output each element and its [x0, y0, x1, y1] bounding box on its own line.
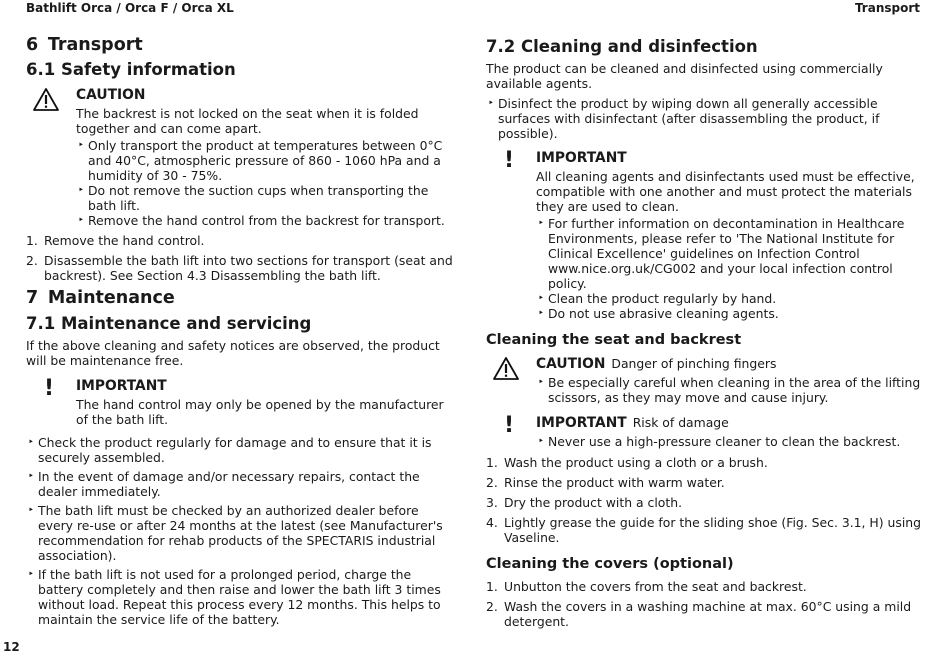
- warning-triangle-icon: [492, 356, 520, 381]
- transport-step: 2. Disassemble the bath lift into two sections for transport (seat and backrest). See Section 4.3 Disassembling the bath lift.: [26, 253, 453, 283]
- section-7-2-heading: 7.2 Cleaning and disinfection: [486, 37, 758, 56]
- important-bullet: ‣ Clean the product regularly by hand.: [536, 291, 926, 306]
- disinfect-bullet: ‣ Disinfect the product by wiping down all generally accessible surfaces with disinfectant (after disassembling the product, if possible).: [486, 96, 926, 141]
- caution-subtitle: Danger of pinching fingers: [611, 356, 777, 371]
- caution-text: The backrest is not locked on the seat when it is folded together and can come apart.: [76, 106, 419, 136]
- seat-step: 3. Dry the product with a cloth.: [486, 495, 683, 510]
- important-subtitle: Risk of damage: [632, 415, 729, 430]
- exclamation-icon: !: [504, 148, 515, 173]
- caution-bullet: ‣ Remove the hand control from the backrest for transport.: [76, 213, 454, 228]
- seat-step: 2. Rinse the product with warm water.: [486, 475, 725, 490]
- caution-title: CAUTION Danger of pinching fingers: [536, 356, 777, 372]
- transport-step: 1. Remove the hand control.: [26, 233, 205, 248]
- maintenance-bullet: ‣ In the event of damage and/or necessary repairs, contact the dealer immediately.: [26, 469, 454, 499]
- caution-bullet: ‣ Only transport the product at temperatures between 0°C and 40°C, atmospheric pressure of 860 - 1060 hPa and a humidity of 30 - 75%.: [76, 138, 454, 183]
- maintenance-bullet: ‣ Check the product regularly for damage and to ensure that it is securely assembled.: [26, 435, 454, 465]
- maintenance-intro: If the above cleaning and safety notices are observed, the product will be maintenance free.: [26, 338, 440, 368]
- caution-bullet: ‣ Be especially careful when cleaning in the area of the lifting scissors, as they may move and cause injury.: [536, 375, 926, 405]
- section-7-1-heading: 7.1 Maintenance and servicing: [26, 314, 312, 333]
- caution-bullet: ‣ Do not remove the suction cups when transporting the bath lift.: [76, 183, 454, 213]
- caution-notice: [26, 86, 454, 228]
- important-notice: [26, 377, 454, 427]
- covers-step: 1. Unbutton the covers from the seat and backrest.: [486, 579, 807, 594]
- important-text: All cleaning agents and disinfectants used must be effective, compatible with one another and must protect the materials they are used to clean.: [536, 169, 915, 214]
- warning-triangle-icon: [32, 87, 60, 112]
- cleaning-seat-heading: Cleaning the seat and backrest: [486, 332, 742, 348]
- important-bullet: ‣ For further information on decontamination in Healthcare Environments, please refer to 'The National Institute for Clinical Excellence' guidelines on Infection Control www.nice.org.uk/CG002 and your local infection control policy.: [536, 216, 926, 291]
- cleaning-covers-heading: Cleaning the covers (optional): [486, 556, 734, 572]
- running-header-section: Transport: [854, 1, 920, 15]
- running-header-title: Bathlift Orca / Orca F / Orca XL: [26, 1, 234, 15]
- right-column: [486, 34, 926, 629]
- important-title: IMPORTANT: [76, 378, 167, 394]
- important-bullet: ‣ Never use a high-pressure cleaner to clean the backrest.: [536, 434, 926, 449]
- exclamation-icon: !: [504, 413, 515, 438]
- caution-notice: [486, 355, 926, 405]
- important-notice: [486, 414, 926, 449]
- page-number: 12: [3, 640, 20, 654]
- important-text: The hand control may only be opened by the manufacturer of the bath lift.: [76, 397, 444, 427]
- covers-step: 2. Wash the covers in a washing machine at max. 60°C using a mild detergent.: [486, 599, 912, 629]
- section-7-heading: 7 Maintenance: [26, 288, 175, 308]
- maintenance-bullet: ‣ If the bath lift is not used for a prolonged period, charge the battery completely and then raise and lower the bath lift 3 times without load. Repeat this process every 12 months. This helps to maintain the service life of the battery.: [26, 567, 454, 627]
- section-6-1-heading: 6.1 Safety information: [26, 60, 236, 79]
- important-notice: [486, 149, 926, 321]
- section-6-heading: 6 Transport: [26, 35, 143, 55]
- caution-title: CAUTION: [76, 87, 146, 103]
- exclamation-icon: !: [44, 376, 55, 401]
- seat-step: 4. Lightly grease the guide for the sliding shoe (Fig. Sec. 3.1, H) using Vaseline.: [486, 515, 921, 545]
- important-title: IMPORTANT Risk of damage: [536, 415, 729, 431]
- important-title: IMPORTANT: [536, 150, 627, 166]
- cleaning-intro: The product can be cleaned and disinfected using commercially available agents.: [486, 61, 883, 91]
- seat-step: 1. Wash the product using a cloth or a brush.: [486, 455, 768, 470]
- left-column: [26, 34, 454, 627]
- important-bullet: ‣ Do not use abrasive cleaning agents.: [536, 306, 926, 321]
- maintenance-bullet: ‣ The bath lift must be checked by an authorized dealer before every re-use or after 24 months at the latest (see Manufacturer's recommendation for rehab products of the SPECTARIS industrial association).: [26, 503, 454, 563]
